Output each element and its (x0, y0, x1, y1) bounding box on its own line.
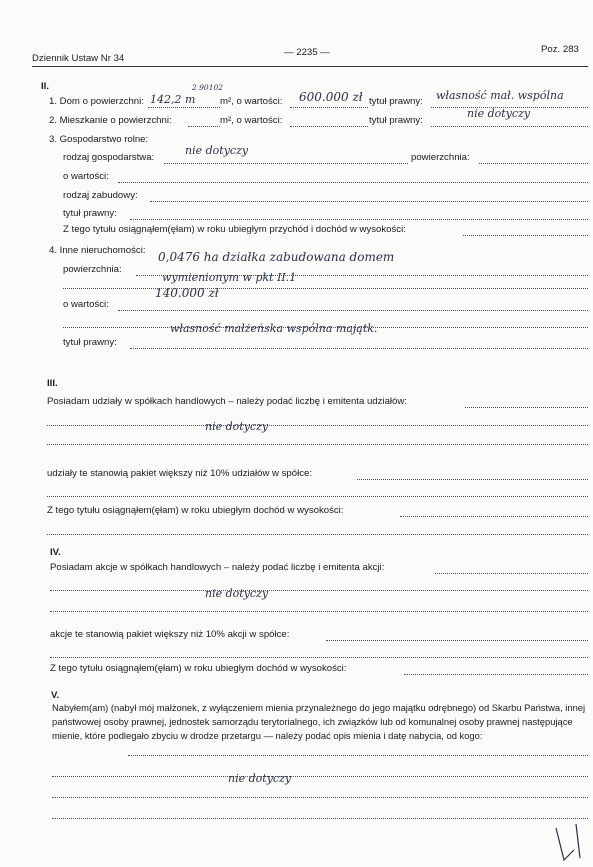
stocks-field[interactable] (435, 573, 588, 574)
flat-title-hw: nie dotyczy (467, 107, 531, 120)
acquisition-text: Nabyłem(am) (nabył mój małżonek, z wyłączeniem mienia przynależnego do jego majątku odrębnego) od Skarbu Państwa, innej państwowej osoby prawnej, jednostek samorządu terytorialnego, ich związków lub od komunalnej osoby prawnej następujące mienie, które podlegało zbyciu w drodze przetargu — należy podać opis mienia i datę nabycia, od kogo: (52, 702, 586, 741)
shares-pct-field-2[interactable] (47, 496, 588, 497)
acquisition-field-2[interactable] (52, 776, 588, 777)
flat-value-field[interactable] (290, 126, 368, 127)
flat-title-field[interactable] (431, 126, 588, 127)
stocks-pct-field-2[interactable] (50, 657, 588, 658)
stocks-label: Posiadam akcje w spółkach handlowych – należy podać liczbę i emitenta akcji: (50, 562, 385, 573)
shares-income-field[interactable] (400, 516, 588, 517)
stocks-hw: nie dotyczy (205, 587, 269, 600)
house-area-field[interactable] (148, 107, 220, 108)
page-number: — 2235 — (284, 47, 330, 58)
farm-area-field[interactable] (479, 163, 588, 164)
farm-income-field[interactable] (463, 235, 588, 236)
section-2-heading: II. (41, 81, 49, 92)
section-5-heading: V. (51, 690, 60, 701)
farm-title-label: tytuł prawny: (63, 208, 117, 219)
stocks-income-field[interactable] (404, 674, 588, 675)
shares-hw: nie dotyczy (205, 420, 269, 433)
shares-field-2[interactable] (47, 425, 588, 426)
house-value-hw: 600.000 zł (299, 90, 363, 104)
header-rule (32, 66, 588, 67)
house-area-label: 1. Dom o powierzchni: (49, 96, 144, 107)
other-title-label: tytuł prawny: (63, 337, 117, 348)
farm-type-field[interactable] (164, 163, 408, 164)
other-area-hw-1: 0,0476 ha działka zabudowana domem (158, 250, 395, 264)
acquisition-field-3[interactable] (52, 797, 588, 798)
shares-income-field-2[interactable] (47, 534, 588, 535)
shares-pct-field[interactable] (357, 479, 588, 480)
flat-value-label: m², o wartości: (220, 115, 283, 126)
farm-build-field[interactable] (150, 201, 588, 202)
position-number: Poz. 283 (541, 44, 579, 55)
section-4-heading: IV. (50, 547, 61, 558)
farm-type-hw: nie dotyczy (185, 144, 249, 157)
other-area-field-2[interactable] (63, 288, 588, 289)
other-area-hw-2: wymienionym w pkt II.1 (162, 271, 297, 284)
farm-income-label: Z tego tytułu osiągnąłem(ęłam) w roku ubiegłym przychód i dochód w wysokości: (63, 224, 406, 235)
house-title-label: tytuł prawny: (369, 96, 423, 107)
stocks-income-label: Z tego tytułu osiągnąłem(ęłam) w roku ubiegłym dochód w wysokości: (50, 663, 347, 674)
house-area-hw-sup: 2 90102 (192, 83, 224, 92)
shares-pct-label: udziały te stanowią pakiet większy niż 10% udziałów w spółce: (47, 468, 313, 479)
farm-value-field[interactable] (118, 182, 588, 183)
farm-label: 3. Gospodarstwo rolne: (49, 134, 149, 145)
section-3-heading: III. (47, 378, 58, 389)
stocks-pct-label: akcje te stanowią pakiet większy niż 10% akcji w spółce: (50, 629, 290, 640)
farm-build-label: rodzaj zabudowy: (63, 190, 138, 201)
shares-label: Posiadam udziały w spółkach handlowych – należy podać liczbę i emitenta udziałów: (47, 396, 407, 407)
house-value-label: m², o wartości: (220, 96, 283, 107)
acquisition-field-4[interactable] (52, 818, 588, 819)
acquisition-hw: nie dotyczy (228, 772, 292, 785)
shares-income-label: Z tego tytułu osiągnąłem(ęłam) w roku ubiegłym dochód w wysokości: (47, 505, 344, 516)
stocks-field-2[interactable] (50, 590, 588, 591)
farm-title-field[interactable] (130, 219, 588, 220)
check-mark-icon (550, 820, 590, 865)
other-title-hw: własność małżeńska wspólna majątk. (170, 322, 378, 335)
farm-type-label: rodzaj gospodarstwa: (63, 152, 155, 163)
flat-area-field[interactable] (188, 126, 220, 127)
house-value-field[interactable] (290, 107, 368, 108)
journal-name: Dziennik Ustaw Nr 34 (32, 53, 125, 64)
farm-value-label: o wartości: (63, 171, 109, 182)
farm-area-label: powierzchnia: (411, 152, 470, 163)
stocks-pct-field[interactable] (326, 640, 588, 641)
other-value-field[interactable] (118, 310, 588, 311)
acquisition-field[interactable] (128, 755, 588, 756)
other-property-label: 4. Inne nieruchomości: (49, 245, 146, 256)
shares-field-3[interactable] (47, 444, 588, 445)
house-area-hw: 142,2 m (150, 93, 196, 106)
other-title-field[interactable] (130, 348, 588, 349)
shares-field[interactable] (465, 407, 588, 408)
other-area-label: powierzchnia: (63, 264, 122, 275)
other-value-label: o wartości: (63, 299, 109, 310)
flat-title-label: tytuł prawny: (369, 115, 423, 126)
house-title-hw: własność mał. wspólna (436, 89, 564, 102)
stocks-field-3[interactable] (50, 611, 588, 612)
other-value-hw: 140.000 zł (155, 286, 219, 300)
flat-area-label: 2. Mieszkanie o powierzchni: (49, 115, 172, 126)
